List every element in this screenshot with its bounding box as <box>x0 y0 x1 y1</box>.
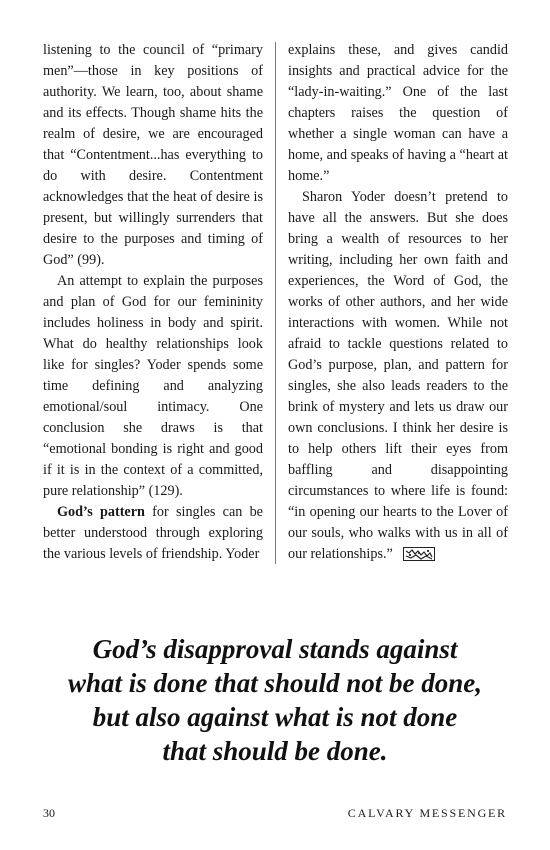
left-paragraph-2: An attempt to explain the purposes and plan of God for our femininity includes holiness in body and spirit. What do healthy relationships look like for singles? Yoder spends some time defining and analyzing emotional/soul intimacy. One conclusion she draws is that “emotional bonding is right and good if it is in the context of a committed, pure relationship” (129). <box>43 273 263 499</box>
pull-quote-line-1: God’s disapproval stands against <box>92 634 458 664</box>
right-column <box>288 40 508 565</box>
page-number: 30 <box>43 806 55 820</box>
left-paragraph-1: listening to the council of “primary men”—those in key positions of authority. We learn, too, about shame and its effects. Though shame hits the realm of desire, we are encouraged that “Contentment...has everything to do with desire. Contentment acknowledges that the heat of desire is present, but willingly surrenders that desire to the purposes and timing of God” (99). <box>43 42 263 268</box>
pull-quote-line-4: that should be done. <box>162 736 388 766</box>
column-divider <box>275 42 276 564</box>
end-of-article-mark-icon <box>403 547 435 561</box>
right-paragraph-2 <box>288 187 508 565</box>
left-column <box>43 40 263 565</box>
right-paragraph-2-text: Sharon Yoder doesn’t pretend to have all the answers. But she does bring a wealth of resources to her writing, including her own faith and experiences, the Word of God, the works of other authors, and her wide interactions with women. While not afraid to tackle questions related to God’s purpose, plan, and pattern for singles, she also leads readers to the brink of mystery and lets us draw our own conclusions. I think her desire is to help others lift their eyes from baffling and disappointing circumstances to where life is found: “in opening our hearts to the Lover of our souls, who walks with us in all of our relationships.” <box>288 189 508 562</box>
right-paragraph-1: explains these, and gives candid insights and practical advice for the “lady-in-waiting.” One of the last chapters raises the question of whether a single woman can have a home, and speaks of having a “heart at home.” <box>288 42 508 184</box>
publication-name: CALVARY MESSENGER <box>347 806 507 820</box>
pull-quote-line-2: what is done that should not be done, <box>67 668 483 698</box>
left-paragraph-3 <box>43 502 263 565</box>
left-paragraph-3-text: for singles can be better understood through exploring the various levels of friendship. Yoder <box>43 504 263 562</box>
run-in-heading: God’s pattern <box>57 504 145 520</box>
pull-quote-line-3: but also against what is not done <box>92 702 458 732</box>
pull-quote <box>40 632 510 768</box>
